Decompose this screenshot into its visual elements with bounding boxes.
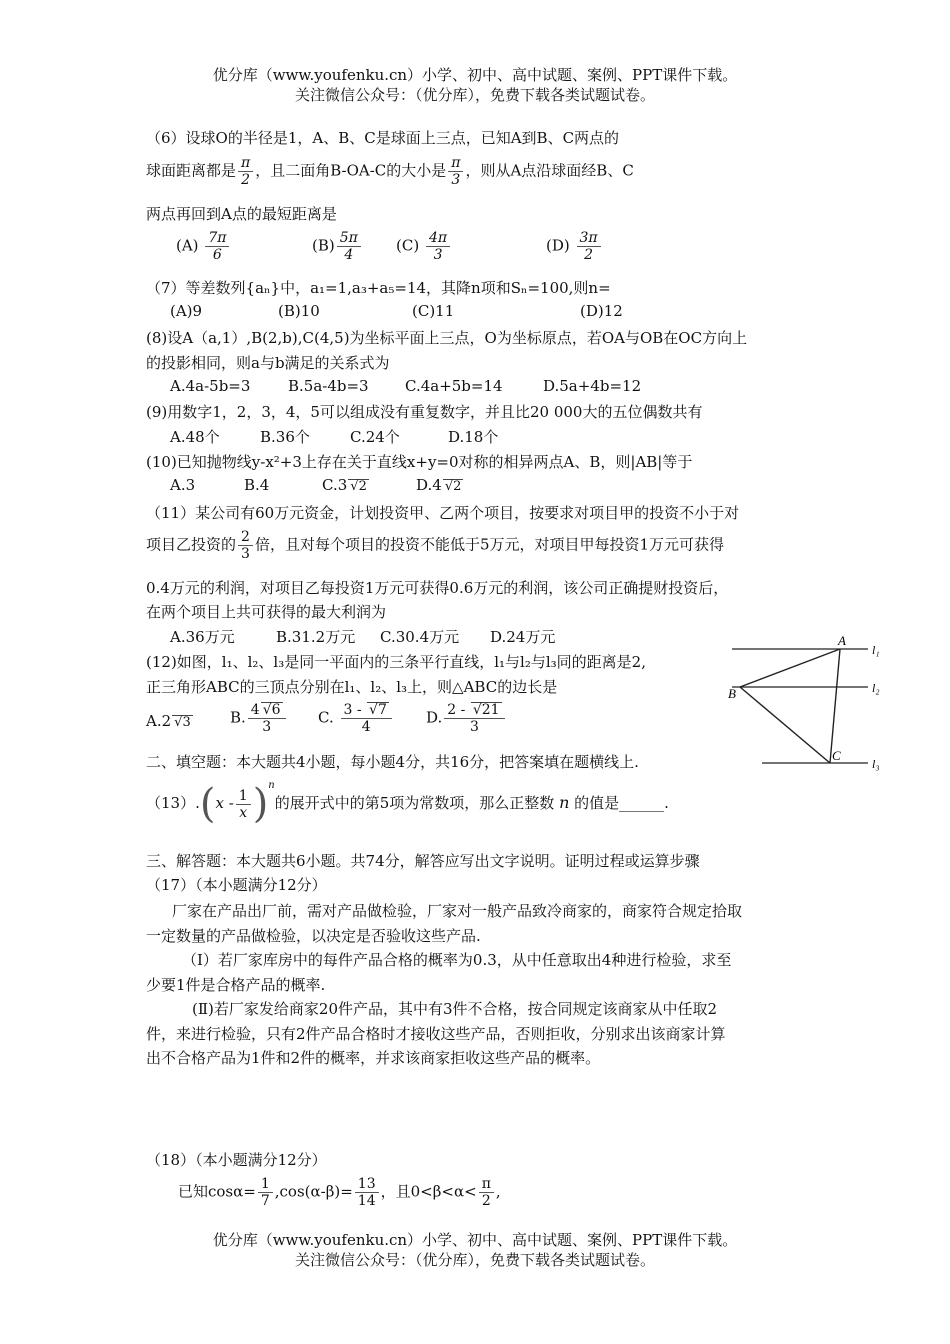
q17-para-2a: （Ⅰ）若厂家库房中的每件产品合格的概率为0.3，从中任意取出4种进行检验，求至 <box>182 951 732 969</box>
vertex-a-label: A <box>838 633 846 648</box>
footer-line-1: 优分库（www.youfenku.cn）小学、初中、高中试题、案例、PPT课件下载。 <box>212 1231 738 1249</box>
q12-line-1: (12)如图，l₁、l₂、l₃是同一平面内的三条平行直线，l₁与l₂与l₃同的距离是2, <box>146 653 646 671</box>
q7-option-c: (C)11 <box>412 302 455 320</box>
q9-option-c: C.24个 <box>350 428 400 446</box>
q18-line: 已知cosα= $\frac{1}{7}$ ,cos(α-β)= $\frac{13}{14}$ ，且0<β<α< $\frac{\pi}{2}$ , <box>178 1176 501 1209</box>
q10-option-a: A.3 <box>170 476 196 494</box>
q6-line-3: 两点再回到A点的最短距离是 <box>146 205 337 223</box>
q8-line-1: (8)设A（a,1）,B(2,b),C(4,5)为坐标平面上三点，O为坐标原点，若OA与OB在OC方向上 <box>146 329 748 347</box>
q6-option-d: (D) $\frac{3\pi}{2}$ <box>546 230 603 263</box>
header-line-1: 优分库（www.youfenku.cn）小学、初中、高中试题、案例、PPT课件下载。 <box>212 66 738 84</box>
q11-line-4: 在两个项目上共可获得的最大利润为 <box>146 603 387 621</box>
q9-option-d: D.18个 <box>448 428 499 446</box>
q6-line-1: （6）设球O的半径是1，A、B、C是球面上三点，已知A到B、C两点的 <box>146 129 620 147</box>
q9-option-b: B.36个 <box>260 428 310 446</box>
q10-option-d: D.4 √2 <box>416 476 462 494</box>
q11-line-1: （11）某公司有60万元资金，计划投资甲、乙两个项目，按要求对项目甲的投资不小于对 <box>146 504 740 522</box>
q8-line-2: 的投影相同，则a与b满足的关系式为 <box>146 354 390 372</box>
q18-title: （18）（本小题满分12分） <box>146 1151 327 1169</box>
parallel-lines-triangle-figure <box>722 632 892 778</box>
q11-option-d: D.24万元 <box>490 628 556 646</box>
q8-option-b: B.5a-4b=3 <box>288 377 369 395</box>
q17-para-1a: 厂家在产品出厂前，需对产品做检验，厂家对一般产品致冷商家的，商家符合规定拾取 <box>172 902 743 920</box>
l3-label: l₃ <box>872 757 880 771</box>
vertex-b-label: B <box>728 686 736 701</box>
l1-label: l₁ <box>872 643 880 657</box>
q7-option-b: (B)10 <box>278 302 320 320</box>
q11-line-2: 项目乙投资的 $\frac{2}{3}$ 倍，且对每个项目的投资不能低于5万元，对项目甲每投资1万元可获得 <box>146 529 725 562</box>
q13-line: （13）.(x - $\frac{1}{x}$ )$^n$的展开式中的第5项为常数项，那么正整数 n 的值是______. <box>146 780 669 827</box>
q17-title: （17）（本小题满分12分） <box>146 876 327 894</box>
footer-line-2: 关注微信公众号：（优分库），免费下载各类试题试卷。 <box>294 1251 655 1269</box>
q11-option-a: A.36万元 <box>170 628 235 646</box>
side-bc <box>740 687 830 763</box>
q8-option-c: C.4a+5b=14 <box>405 377 503 395</box>
q11-option-c: C.30.4万元 <box>380 628 460 646</box>
q17-para-3c: 出不合格产品为1件和2件的概率，并求该商家拒收这些产品的概率。 <box>146 1049 601 1067</box>
q10-option-b: B.4 <box>244 476 270 494</box>
q9-line-1: (9)用数字1，2，3，4，5可以组成没有重复数字，并且比20 000大的五位偶数共有 <box>146 403 703 421</box>
q12-option-d: D. $\frac{2 - √21}{3}$ <box>426 702 507 735</box>
q6-option-a: (A) $\frac{7\pi}{6}$ <box>176 230 231 263</box>
header-line-2: 关注微信公众号：（优分库），免费下载各类试题试卷。 <box>294 86 655 104</box>
q17-para-3a: (Ⅱ)若厂家发给商家20件产品，其中有3件不合格，按合同规定该商家从中任取2 <box>192 1000 718 1018</box>
q17-para-3b: 件，来进行检验，只有2件产品合格时才接收这些产品，否则拒收，分别求出该商家计算 <box>146 1025 726 1043</box>
q9-option-a: A.48个 <box>170 428 220 446</box>
q10-option-c: C.3 √2 <box>322 476 367 494</box>
vertex-c-label: C <box>832 748 841 763</box>
q6-option-b: (B) $\frac{5\pi}{4}$ <box>312 230 363 263</box>
q8-option-d: D.5a+4b=12 <box>543 377 642 395</box>
q7-stem: （7）等差数列{aₙ}中，a₁=1,a₃+a₅=14，其降n项和Sₙ=100,则n= <box>146 279 611 297</box>
q8-option-a: A.4a-5b=3 <box>170 377 251 395</box>
q12-line-2: 正三角形ABC的三顶点分别在l₁、l₂、l₃上，则△ABC的边长是 <box>146 678 558 696</box>
side-ac <box>830 649 840 763</box>
section-3-heading: 三、解答题：本大题共6小题。共74分，解答应写出文字说明。证明过程或运算步骤 <box>146 852 700 870</box>
q17-para-1b: 一定数量的产品做检验，以决定是否验收这些产品. <box>146 927 481 945</box>
q7-option-d: (D)12 <box>580 302 623 320</box>
q12-option-c: C. $\frac{3 - √7}{4}$ <box>318 702 394 735</box>
q10-line-1: (10)已知抛物线y-x²+3上存在关于直线x+y=0对称的相异两点A、B，则|AB|等于 <box>146 453 693 471</box>
q6-option-c: (C) $\frac{4\pi}{3}$ <box>396 230 452 263</box>
side-ab <box>740 649 840 687</box>
q12-option-a: A.2 √3 <box>146 712 191 730</box>
q6-line-2: 球面距离都是 $\frac{\pi}{2}$ ，且二面角B-OA-C的大小是 $\frac{\pi}{3}$ ，则从A点沿球面经B、C <box>146 155 634 188</box>
q11-option-b: B.31.2万元 <box>276 628 356 646</box>
q11-line-3: 0.4万元的利润，对项目乙每投资1万元可获得0.6万元的利润，该公司正确提财投资后， <box>146 579 729 597</box>
q12-option-b: B. $\frac{4 √6}{3}$ <box>230 702 288 735</box>
l2-label: l₂ <box>872 681 880 695</box>
q7-option-a: (A)9 <box>170 302 203 320</box>
section-2-heading: 二、填空题：本大题共4小题，每小题4分，共16分，把答案填在题横线上. <box>146 753 639 771</box>
q17-para-2b: 少要1件是合格产品的概率. <box>146 976 326 994</box>
